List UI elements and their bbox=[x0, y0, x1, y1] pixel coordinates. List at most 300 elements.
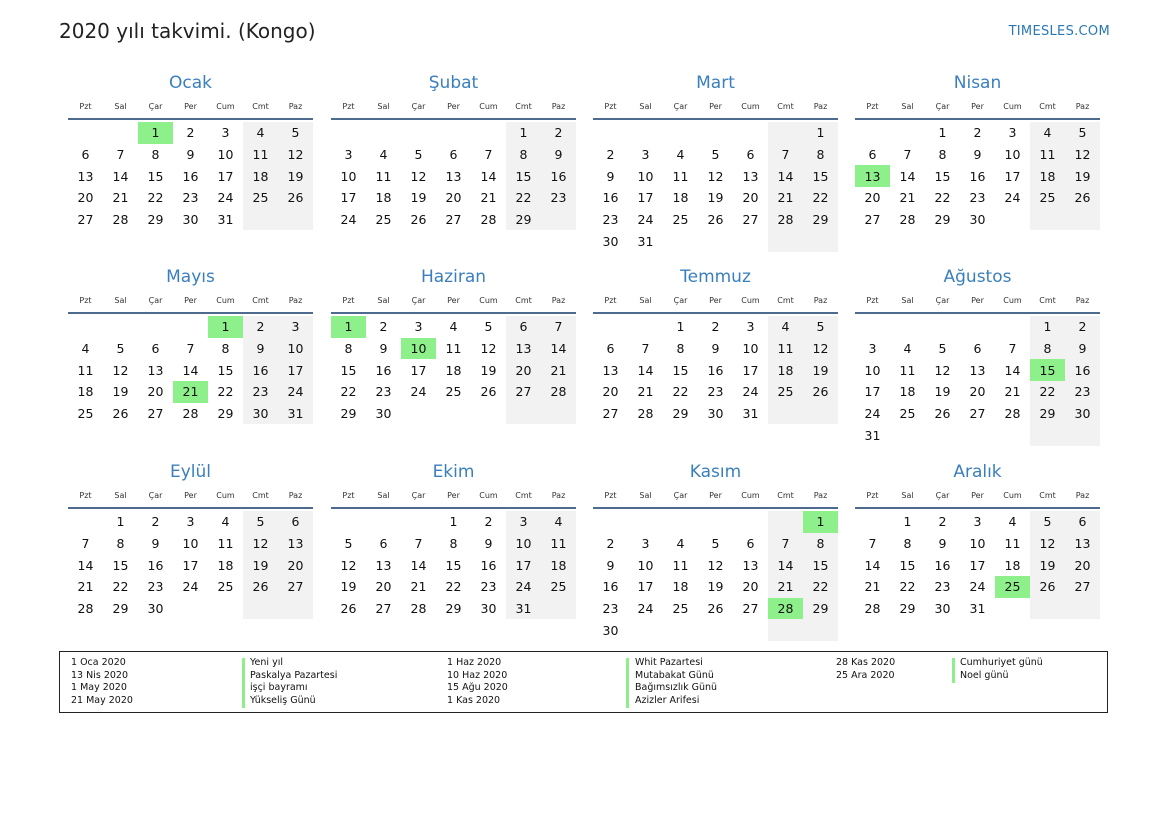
holiday-day-cell: 25 bbox=[995, 576, 1030, 598]
weekday-header bbox=[855, 483, 1100, 507]
day-cell: 24 bbox=[969, 579, 986, 595]
day-cell: 2 bbox=[973, 125, 982, 141]
empty-cell bbox=[855, 316, 890, 338]
day-cell: 25 bbox=[541, 576, 576, 598]
day-cell: 11 bbox=[899, 362, 916, 378]
day-cell: 2 bbox=[938, 514, 947, 530]
empty-cell bbox=[768, 122, 803, 144]
month-name: Ocak bbox=[169, 73, 212, 93]
day-cell: 19 bbox=[278, 165, 313, 187]
day-cell: 8 bbox=[803, 144, 838, 166]
day-cell: 20 bbox=[969, 384, 986, 400]
weekday-label: Cmt bbox=[252, 101, 269, 111]
weekday-label: Per bbox=[971, 295, 984, 305]
day-cell: 4 bbox=[676, 147, 685, 163]
weekday-label: Cum bbox=[741, 295, 760, 305]
day-cell: 10 bbox=[278, 338, 313, 360]
weekday-label: Pzt bbox=[342, 295, 355, 305]
weekday-label: Cum bbox=[741, 490, 760, 500]
day-cell: 28 bbox=[410, 601, 427, 617]
day-cell: 27 bbox=[278, 576, 313, 598]
day-cell: 18 bbox=[375, 190, 392, 206]
day-cell: 14 bbox=[541, 338, 576, 360]
day-cell: 20 bbox=[506, 359, 541, 381]
legend-date: 1 May 2020 bbox=[71, 682, 127, 694]
day-cell: 13 bbox=[375, 557, 392, 573]
day-cell: 20 bbox=[278, 554, 313, 576]
day-cell: 5 bbox=[1065, 122, 1100, 144]
month-name: Şubat bbox=[428, 73, 479, 93]
empty-cell bbox=[593, 511, 628, 533]
empty-cell bbox=[366, 122, 401, 144]
day-cell: 12 bbox=[112, 362, 129, 378]
day-cell: 1 bbox=[903, 514, 912, 530]
day-cell: 9 bbox=[186, 147, 195, 163]
day-cell: 9 bbox=[379, 341, 388, 357]
empty-cell bbox=[541, 209, 576, 231]
weekday-label: Pzt bbox=[79, 295, 92, 305]
day-cell: 24 bbox=[182, 579, 199, 595]
day-cell: 22 bbox=[217, 384, 234, 400]
empty-cell bbox=[663, 122, 698, 144]
day-cell: 11 bbox=[672, 557, 689, 573]
empty-cell bbox=[401, 403, 436, 425]
day-cell: 8 bbox=[116, 536, 125, 552]
day-cell: 7 bbox=[186, 341, 195, 357]
day-cell: 12 bbox=[803, 338, 838, 360]
day-cell: 11 bbox=[375, 168, 392, 184]
weekday-label: Paz bbox=[813, 101, 828, 111]
day-cell: 30 bbox=[1065, 403, 1100, 425]
day-cell: 16 bbox=[602, 190, 619, 206]
legend-holiday-name: Yükseliş Günü bbox=[250, 694, 316, 706]
legend-dates-column bbox=[71, 657, 133, 707]
weekday-label: Çar bbox=[935, 101, 950, 111]
day-cell: 23 bbox=[480, 579, 497, 595]
day-cell: 17 bbox=[182, 557, 199, 573]
day-cell: 29 bbox=[1030, 403, 1065, 425]
day-cell: 7 bbox=[641, 341, 650, 357]
day-cell: 16 bbox=[1065, 359, 1100, 381]
day-cell: 29 bbox=[803, 209, 838, 231]
day-cell: 2 bbox=[606, 536, 615, 552]
day-cell: 2 bbox=[1065, 316, 1100, 338]
weekday-label: Sal bbox=[114, 490, 127, 500]
empty-cell bbox=[471, 122, 506, 144]
empty-cell bbox=[960, 316, 995, 338]
day-cell: 12 bbox=[243, 533, 278, 555]
day-cell: 12 bbox=[480, 341, 497, 357]
empty-cell bbox=[628, 122, 663, 144]
day-cell: 22 bbox=[1030, 381, 1065, 403]
day-cell: 5 bbox=[344, 536, 353, 552]
day-cell: 11 bbox=[77, 362, 94, 378]
day-cell: 10 bbox=[340, 168, 357, 184]
day-cell: 15 bbox=[934, 168, 951, 184]
month-1 bbox=[68, 72, 313, 230]
legend-date: 13 Nis 2020 bbox=[71, 669, 128, 681]
weekday-label: Paz bbox=[813, 295, 828, 305]
day-cell: 23 bbox=[707, 384, 724, 400]
day-grid bbox=[593, 511, 838, 641]
day-cell: 30 bbox=[182, 212, 199, 228]
day-cell: 30 bbox=[602, 233, 619, 249]
month-7 bbox=[593, 266, 838, 424]
day-cell: 17 bbox=[637, 190, 654, 206]
day-cell: 9 bbox=[151, 536, 160, 552]
weekday-label: Sal bbox=[377, 101, 390, 111]
weekday-label: Cmt bbox=[515, 295, 532, 305]
day-cell: 2 bbox=[606, 147, 615, 163]
day-cell: 5 bbox=[116, 341, 125, 357]
day-cell: 17 bbox=[340, 190, 357, 206]
weekday-label: Çar bbox=[935, 295, 950, 305]
day-cell: 24 bbox=[637, 601, 654, 617]
weekday-label: Pzt bbox=[79, 490, 92, 500]
weekday-label: Cum bbox=[479, 101, 498, 111]
day-cell: 9 bbox=[484, 536, 493, 552]
weekday-label: Çar bbox=[411, 490, 426, 500]
day-cell: 25 bbox=[672, 212, 689, 228]
month-2 bbox=[331, 72, 576, 230]
day-cell: 3 bbox=[641, 536, 650, 552]
day-cell: 30 bbox=[602, 622, 619, 638]
day-cell: 18 bbox=[243, 165, 278, 187]
day-cell: 18 bbox=[217, 557, 234, 573]
day-cell: 20 bbox=[1065, 554, 1100, 576]
day-cell: 7 bbox=[116, 147, 125, 163]
empty-cell bbox=[768, 511, 803, 533]
day-cell: 14 bbox=[410, 557, 427, 573]
day-cell: 31 bbox=[969, 601, 986, 617]
day-cell: 19 bbox=[243, 554, 278, 576]
day-cell: 13 bbox=[77, 168, 94, 184]
day-cell: 15 bbox=[147, 168, 164, 184]
day-cell: 5 bbox=[414, 147, 423, 163]
day-cell: 2 bbox=[243, 316, 278, 338]
day-cell: 14 bbox=[182, 362, 199, 378]
day-cell: 4 bbox=[903, 341, 912, 357]
empty-cell bbox=[173, 598, 208, 620]
day-cell: 23 bbox=[147, 579, 164, 595]
weekday-label: Pzt bbox=[342, 490, 355, 500]
weekday-header bbox=[68, 94, 313, 118]
day-cell: 23 bbox=[243, 381, 278, 403]
empty-cell bbox=[663, 511, 698, 533]
day-cell: 22 bbox=[803, 576, 838, 598]
weekday-label: Per bbox=[447, 101, 460, 111]
day-cell: 13 bbox=[147, 362, 164, 378]
day-cell: 19 bbox=[480, 362, 497, 378]
day-cell: 18 bbox=[672, 579, 689, 595]
day-cell: 20 bbox=[742, 579, 759, 595]
day-cell: 19 bbox=[934, 384, 951, 400]
legend-names-column bbox=[960, 657, 1043, 682]
weekday-label: Cmt bbox=[515, 101, 532, 111]
day-cell: 6 bbox=[278, 511, 313, 533]
day-grid bbox=[855, 122, 1100, 230]
day-cell: 1 bbox=[938, 125, 947, 141]
empty-cell bbox=[541, 403, 576, 425]
empty-cell bbox=[890, 122, 925, 144]
header-divider bbox=[68, 118, 313, 120]
empty-cell bbox=[436, 122, 471, 144]
day-cell: 22 bbox=[506, 187, 541, 209]
day-cell: 11 bbox=[768, 338, 803, 360]
day-grid bbox=[68, 511, 313, 619]
day-cell: 27 bbox=[602, 406, 619, 422]
header-divider bbox=[855, 507, 1100, 509]
holiday-day-cell: 15 bbox=[1030, 359, 1065, 381]
day-cell: 7 bbox=[414, 536, 423, 552]
empty-cell bbox=[1030, 424, 1065, 446]
day-cell: 3 bbox=[746, 319, 755, 335]
day-cell: 5 bbox=[278, 122, 313, 144]
day-cell: 11 bbox=[541, 533, 576, 555]
day-cell: 17 bbox=[410, 362, 427, 378]
empty-cell bbox=[890, 424, 925, 446]
day-cell: 21 bbox=[768, 187, 803, 209]
weekday-label: Cum bbox=[1003, 101, 1022, 111]
empty-cell bbox=[803, 403, 838, 425]
legend-date: 1 Haz 2020 bbox=[447, 657, 502, 668]
month-12 bbox=[855, 461, 1100, 619]
weekday-label: Pzt bbox=[866, 101, 879, 111]
day-cell: 25 bbox=[375, 212, 392, 228]
weekday-label: Per bbox=[971, 101, 984, 111]
day-cell: 17 bbox=[1004, 168, 1021, 184]
weekday-label: Sal bbox=[901, 101, 914, 111]
weekday-label: Paz bbox=[551, 490, 566, 500]
day-cell: 3 bbox=[186, 514, 195, 530]
day-cell: 9 bbox=[606, 168, 615, 184]
weekday-label: Sal bbox=[639, 295, 652, 305]
weekday-label: Paz bbox=[813, 490, 828, 500]
day-cell: 26 bbox=[707, 601, 724, 617]
day-cell: 1 bbox=[1030, 316, 1065, 338]
day-cell: 22 bbox=[112, 579, 129, 595]
day-cell: 29 bbox=[672, 406, 689, 422]
day-cell: 25 bbox=[77, 406, 94, 422]
day-cell: 4 bbox=[541, 511, 576, 533]
day-cell: 10 bbox=[864, 362, 881, 378]
empty-cell bbox=[698, 122, 733, 144]
day-cell: 3 bbox=[868, 341, 877, 357]
day-cell: 1 bbox=[803, 122, 838, 144]
day-cell: 22 bbox=[934, 190, 951, 206]
day-cell: 9 bbox=[711, 341, 720, 357]
weekday-header bbox=[855, 288, 1100, 312]
legend-date: 10 Haz 2020 bbox=[447, 669, 508, 681]
weekday-label: Sal bbox=[114, 101, 127, 111]
weekday-label: Çar bbox=[673, 101, 688, 111]
day-cell: 3 bbox=[973, 514, 982, 530]
day-cell: 26 bbox=[243, 576, 278, 598]
day-cell: 20 bbox=[864, 190, 881, 206]
day-cell: 6 bbox=[746, 147, 755, 163]
legend-holiday-name: Bağımsızlık Günü bbox=[635, 682, 718, 694]
day-cell: 8 bbox=[903, 536, 912, 552]
day-grid bbox=[855, 511, 1100, 619]
empty-cell bbox=[733, 122, 768, 144]
day-cell: 26 bbox=[934, 406, 951, 422]
day-cell: 20 bbox=[742, 190, 759, 206]
day-cell: 13 bbox=[506, 338, 541, 360]
day-cell: 4 bbox=[81, 341, 90, 357]
day-cell: 2 bbox=[379, 319, 388, 335]
legend-marker bbox=[952, 658, 955, 683]
legend-holiday-name: Whit Pazartesi bbox=[635, 657, 703, 668]
empty-cell bbox=[663, 619, 698, 641]
day-cell: 13 bbox=[969, 362, 986, 378]
legend-date: 21 May 2020 bbox=[71, 694, 133, 706]
day-cell: 22 bbox=[899, 579, 916, 595]
day-cell: 23 bbox=[1065, 381, 1100, 403]
weekday-label: Paz bbox=[288, 490, 303, 500]
day-cell: 7 bbox=[1008, 341, 1017, 357]
day-cell: 25 bbox=[243, 187, 278, 209]
month-name: Eylül bbox=[169, 462, 212, 482]
day-grid bbox=[331, 316, 576, 424]
legend-names-column bbox=[250, 657, 337, 707]
day-grid bbox=[855, 316, 1100, 446]
brand-link[interactable]: TIMESLES.COM bbox=[1008, 24, 1110, 39]
day-cell: 29 bbox=[147, 212, 164, 228]
day-cell: 16 bbox=[243, 359, 278, 381]
empty-cell bbox=[401, 511, 436, 533]
day-cell: 11 bbox=[672, 168, 689, 184]
weekday-label: Per bbox=[184, 101, 197, 111]
holiday-legend bbox=[59, 651, 1108, 713]
weekday-label: Cum bbox=[216, 101, 235, 111]
weekday-label: Per bbox=[447, 295, 460, 305]
day-cell: 4 bbox=[1008, 514, 1017, 530]
day-cell: 30 bbox=[707, 406, 724, 422]
day-cell: 6 bbox=[868, 147, 877, 163]
weekday-label: Cmt bbox=[1039, 295, 1056, 305]
empty-cell bbox=[138, 316, 173, 338]
legend-date: 15 Ağu 2020 bbox=[447, 682, 508, 694]
day-cell: 18 bbox=[1004, 557, 1021, 573]
day-cell: 26 bbox=[410, 212, 427, 228]
day-cell: 4 bbox=[243, 122, 278, 144]
weekday-label: Sal bbox=[639, 490, 652, 500]
day-cell: 21 bbox=[112, 190, 129, 206]
empty-cell bbox=[628, 511, 663, 533]
day-cell: 16 bbox=[541, 165, 576, 187]
empty-cell bbox=[541, 598, 576, 620]
day-cell: 12 bbox=[340, 557, 357, 573]
empty-cell bbox=[331, 122, 366, 144]
day-cell: 9 bbox=[1065, 338, 1100, 360]
day-cell: 11 bbox=[445, 341, 462, 357]
day-cell: 5 bbox=[243, 511, 278, 533]
weekday-label: Per bbox=[971, 490, 984, 500]
day-cell: 30 bbox=[934, 601, 951, 617]
day-cell: 23 bbox=[375, 384, 392, 400]
day-cell: 20 bbox=[147, 384, 164, 400]
day-cell: 17 bbox=[864, 384, 881, 400]
legend-holiday-name: Yeni yıl bbox=[250, 657, 283, 668]
weekday-label: Cum bbox=[479, 295, 498, 305]
day-cell: 29 bbox=[899, 601, 916, 617]
day-cell: 31 bbox=[742, 406, 759, 422]
day-cell: 18 bbox=[899, 384, 916, 400]
empty-cell bbox=[1065, 598, 1100, 620]
weekday-label: Sal bbox=[377, 490, 390, 500]
day-cell: 17 bbox=[278, 359, 313, 381]
day-cell: 21 bbox=[480, 190, 497, 206]
day-cell: 28 bbox=[864, 601, 881, 617]
month-9 bbox=[68, 461, 313, 619]
day-cell: 21 bbox=[541, 359, 576, 381]
empty-cell bbox=[995, 316, 1030, 338]
legend-holiday-name: Azizler Arifesi bbox=[635, 694, 700, 706]
weekday-label: Çar bbox=[148, 295, 163, 305]
day-cell: 7 bbox=[81, 536, 90, 552]
month-6 bbox=[331, 266, 576, 424]
weekday-label: Cmt bbox=[1039, 490, 1056, 500]
day-cell: 6 bbox=[506, 316, 541, 338]
day-cell: 12 bbox=[410, 168, 427, 184]
legend-date: 25 Ara 2020 bbox=[836, 669, 895, 681]
weekday-label: Paz bbox=[1075, 295, 1090, 305]
weekday-header bbox=[331, 94, 576, 118]
header-divider bbox=[331, 118, 576, 120]
weekday-label: Çar bbox=[673, 295, 688, 305]
day-cell: 26 bbox=[112, 406, 129, 422]
month-3 bbox=[593, 72, 838, 252]
day-cell: 1 bbox=[449, 514, 458, 530]
weekday-label: Çar bbox=[411, 101, 426, 111]
day-cell: 10 bbox=[969, 536, 986, 552]
day-cell: 3 bbox=[506, 511, 541, 533]
day-cell: 25 bbox=[445, 384, 462, 400]
day-cell: 7 bbox=[868, 536, 877, 552]
day-cell: 25 bbox=[899, 406, 916, 422]
empty-cell bbox=[698, 619, 733, 641]
day-cell: 27 bbox=[864, 212, 881, 228]
month-name: Temmuz bbox=[680, 267, 751, 287]
day-grid bbox=[331, 511, 576, 619]
day-cell: 19 bbox=[1065, 165, 1100, 187]
day-cell: 17 bbox=[506, 554, 541, 576]
header-divider bbox=[68, 312, 313, 314]
weekday-label: Per bbox=[709, 490, 722, 500]
legend-date: 1 Kas 2020 bbox=[447, 694, 501, 706]
day-cell: 22 bbox=[445, 579, 462, 595]
weekday-label: Per bbox=[709, 101, 722, 111]
empty-cell bbox=[278, 598, 313, 620]
empty-cell bbox=[331, 511, 366, 533]
day-cell: 15 bbox=[445, 557, 462, 573]
day-cell: 24 bbox=[340, 212, 357, 228]
empty-cell bbox=[890, 316, 925, 338]
day-cell: 16 bbox=[934, 557, 951, 573]
month-10 bbox=[331, 461, 576, 619]
holiday-day-cell: 1 bbox=[138, 122, 173, 144]
empty-cell bbox=[173, 316, 208, 338]
day-cell: 7 bbox=[541, 316, 576, 338]
empty-cell bbox=[471, 403, 506, 425]
day-cell: 27 bbox=[506, 381, 541, 403]
empty-cell bbox=[768, 403, 803, 425]
day-cell: 10 bbox=[1004, 147, 1021, 163]
day-cell: 3 bbox=[414, 319, 423, 335]
day-cell: 18 bbox=[77, 384, 94, 400]
empty-cell bbox=[1030, 598, 1065, 620]
weekday-label: Pzt bbox=[866, 295, 879, 305]
